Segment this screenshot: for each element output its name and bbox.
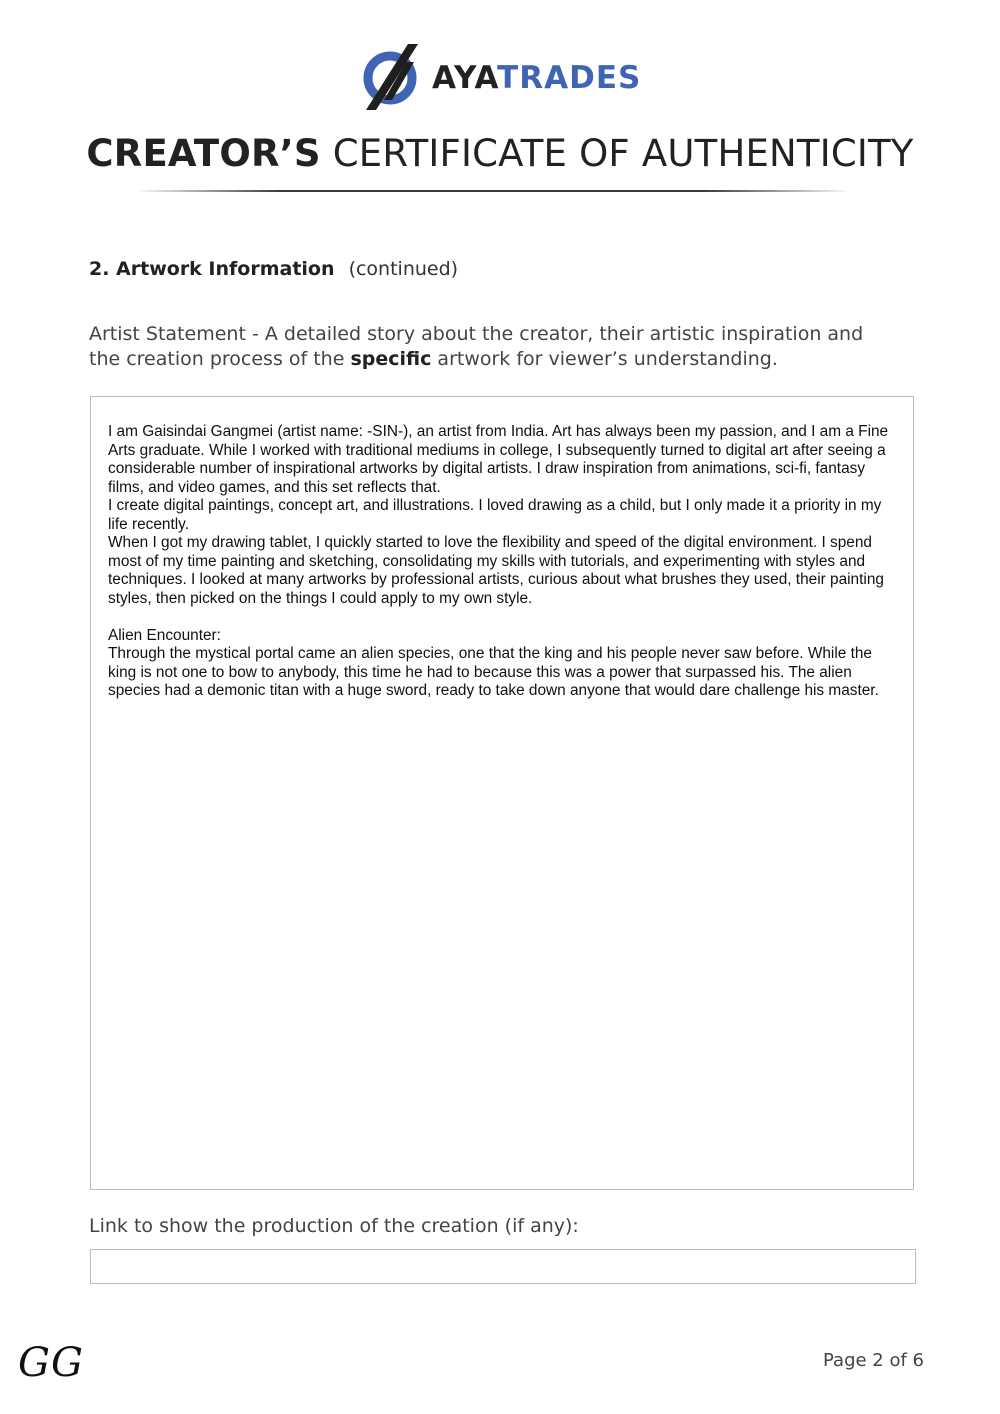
statement-paragraph: I create digital paintings, concept art, and illustrations. I loved drawing as a child, but I only made it a priority in my life recently. <box>108 497 882 533</box>
production-link-input[interactable] <box>90 1249 916 1284</box>
artwork-title: Alien Encounter: <box>108 626 221 644</box>
page-number: Page 2 of 6 <box>823 1350 924 1371</box>
production-link-label: Link to show the production of the creation (if any): <box>89 1215 579 1237</box>
title-divider <box>140 190 845 192</box>
section-title: 2. Artwork Information <box>89 258 335 280</box>
title-strong: CREATOR’S <box>86 132 321 175</box>
paragraph-gap <box>108 608 900 627</box>
statement-paragraph: When I got my drawing tablet, I quickly started to love the flexibility and speed of the digital environment. I spend most of my time painting and sketching, consolidating my skills with tutorials, and experimenting with styles and techniques. I looked at many artworks by professional artists, curious about what brushes they used, their painting styles, then picked on the things I could apply to my own style. <box>108 534 884 607</box>
artist-statement-intro <box>89 322 889 372</box>
brand-right: TRADES <box>497 60 642 96</box>
ayatrades-logo-icon <box>362 40 422 116</box>
certificate-title <box>0 132 1000 175</box>
artist-statement-field[interactable] <box>90 396 914 1190</box>
intro-after: artwork for viewer’s understanding. <box>431 348 778 370</box>
statement-paragraph: I am Gaisindai Gangmei (artist name: -SIN-), an artist from India. Art has always been my passion, and I am a Fine Arts graduate. While I worked with traditional mediums in college, I subsequently turned to digital art after seeing a considerable number of inspirational artworks by digital artists. I draw inspiration from animations, sci-fi, fantasy films, and video games, and this set reflects that. <box>108 423 889 496</box>
brand-left: AYA <box>432 60 498 96</box>
signature-initials: GG <box>18 1340 84 1386</box>
statement-paragraph: Through the mystical portal came an alien species, one that the king and his people never saw before. While the king is not one to bow to anybody, this time he had to because this was a power that surpassed his. The alien species had a demonic titan with a huge sword, ready to take down anyone that would dare challenge his master. <box>108 645 879 699</box>
artist-statement-text <box>108 423 900 701</box>
brand-name <box>432 60 641 96</box>
title-rest: CERTIFICATE OF AUTHENTICITY <box>320 132 914 175</box>
section-continued: (continued) <box>348 258 459 280</box>
section-heading <box>89 258 458 280</box>
intro-bold: specific <box>350 348 432 370</box>
logo <box>362 40 641 116</box>
intro-before: Artist Statement - A detailed story about the creator, their artistic inspiration and the creation process of the <box>89 323 864 370</box>
